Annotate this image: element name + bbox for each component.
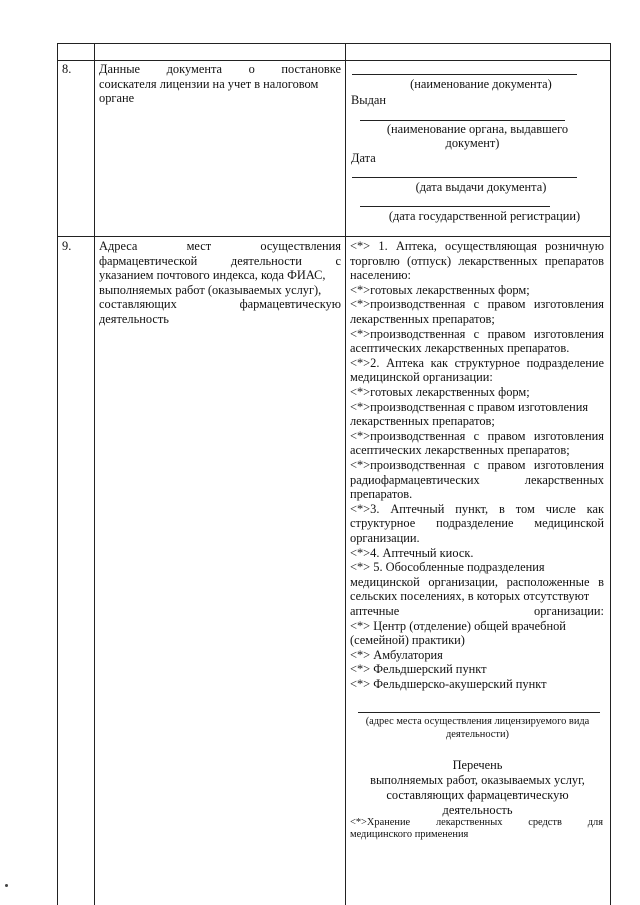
row8-label-line-1	[99, 62, 341, 77]
option-line: <*> Фельдшерско-акушерский пункт	[350, 677, 547, 691]
word: фармацевтической	[99, 253, 198, 268]
option-line: <*>производственная с правом изготовления	[350, 326, 604, 341]
document-name-line	[352, 74, 577, 75]
row8-number: 8.	[62, 62, 72, 76]
registration-date-line	[360, 206, 550, 207]
option-line: <*>4. Аптечный киоск.	[350, 545, 474, 560]
issue-date-caption: (дата выдачи документа)	[415, 180, 547, 194]
issuer-line	[360, 120, 565, 121]
word: о	[248, 62, 255, 76]
option-line: <*>готовых лекарственных форм;	[350, 385, 530, 399]
column-divider-1	[94, 43, 95, 905]
word: лекарственных	[435, 817, 503, 828]
option-line: (семейной) практики)	[350, 633, 465, 648]
option-line: <*>готовых лекарственных форм;	[350, 282, 530, 297]
word: для	[587, 817, 603, 828]
row9-label-line-6: деятельность	[99, 312, 169, 326]
word: Данные	[99, 62, 141, 76]
option-line: лекарственных препаратов;	[350, 312, 495, 326]
row9-top-border	[57, 236, 610, 237]
word: <*>Хранение	[350, 817, 411, 828]
scan-speck	[5, 884, 8, 887]
row8-top-border	[57, 60, 610, 61]
option-line: радиофармацевтических лекарственных	[350, 472, 604, 487]
option-line: <*>производственная с правом изготовления	[350, 297, 604, 312]
option-line: <*>производственная с правом изготовления	[350, 399, 589, 414]
option-line: <*>2. Аптека как структурное подразделение	[350, 355, 604, 370]
word: документа	[166, 62, 223, 76]
address-line	[358, 712, 600, 713]
option-line: <*> 1. Аптека, осуществляющая розничную	[350, 239, 604, 253]
row9-number: 9.	[62, 239, 72, 253]
list-subtitle-line-2: составляющих фармацевтическую	[386, 788, 569, 802]
option-line: асептических лекарственных препаратов;	[350, 443, 570, 458]
issuer-caption-line-2: документ)	[445, 136, 500, 150]
address-caption-line-2: деятельности)	[446, 729, 509, 740]
issued-label: Выдан	[351, 93, 387, 107]
option-line: населению:	[350, 268, 411, 283]
option-line: организации.	[350, 531, 420, 545]
option-line: <*>3. Аптечный пункт, в том числе как	[350, 501, 604, 516]
table-border-left	[57, 43, 58, 905]
word: деятельности	[230, 253, 302, 268]
document-name-caption: (наименование документа)	[410, 77, 552, 91]
row9-label-line-5	[99, 297, 341, 312]
address-caption-line-1: (адрес места осуществления лицензируемого вида	[365, 716, 590, 727]
row9-label-line-3: указанием почтового индекса, кода ФИАС,	[99, 268, 326, 283]
option-line: препаратов.	[350, 487, 413, 502]
option-line: <*> Центр (отделение) общей врачебной	[350, 618, 566, 633]
word: с	[335, 253, 341, 268]
row9-label-line-2	[99, 254, 341, 269]
option-line: торговлю (отпуск) лекарственных препаратов	[350, 253, 604, 268]
option-line: медицинской организации, расположенные в	[350, 574, 604, 589]
option-line: аптечные организации:	[350, 604, 604, 618]
row8-label-line-3: органе	[99, 91, 135, 106]
list-title: Перечень	[452, 758, 503, 772]
word: Адреса	[99, 239, 138, 253]
option-line: сельских поселениях, в которых отсутствуют	[350, 589, 590, 604]
option-line: асептических лекарственных препаратов.	[350, 341, 570, 356]
word: постановке	[281, 62, 341, 76]
option-line: структурное подразделение медицинской	[350, 516, 604, 531]
word: фармацевтическую	[239, 297, 341, 312]
issuer-caption-line-1: (наименование органа, выдавшего	[386, 122, 569, 136]
table-border-right	[610, 43, 611, 905]
option-line: медицинской организации:	[350, 370, 493, 385]
storage-line-2: медицинского применения	[350, 829, 469, 840]
date-label: Дата	[351, 151, 376, 165]
word: мест	[186, 239, 212, 253]
option-line: лекарственных препаратов;	[350, 414, 495, 429]
issue-date-line	[352, 177, 577, 178]
word: составляющих	[99, 297, 177, 312]
table-border-top	[57, 43, 610, 44]
list-subtitle-line-1: выполняемых работ, оказываемых услуг,	[370, 773, 585, 787]
row9-label-line-1	[99, 239, 341, 254]
list-subtitle-line-3: деятельность	[442, 803, 513, 817]
row9-label-line-4: выполняемых работ (оказываемых услуг),	[99, 282, 322, 297]
option-line: <*> 5. Обособленные подразделения	[350, 560, 545, 575]
word: средств	[528, 817, 562, 828]
option-line: <*> Фельдшерский пункт	[350, 662, 487, 677]
word: осуществления	[260, 239, 341, 253]
storage-line-1	[350, 817, 603, 829]
option-line: <*>производственная с правом изготовления	[350, 428, 604, 443]
option-line: <*> Амбулатория	[350, 647, 443, 662]
row8-label-line-2: соискателя лицензии на учет в налоговом	[99, 76, 319, 91]
registration-date-caption: (дата государственной регистрации)	[388, 209, 581, 223]
option-line: <*>производственная с правом изготовления	[350, 458, 604, 472]
